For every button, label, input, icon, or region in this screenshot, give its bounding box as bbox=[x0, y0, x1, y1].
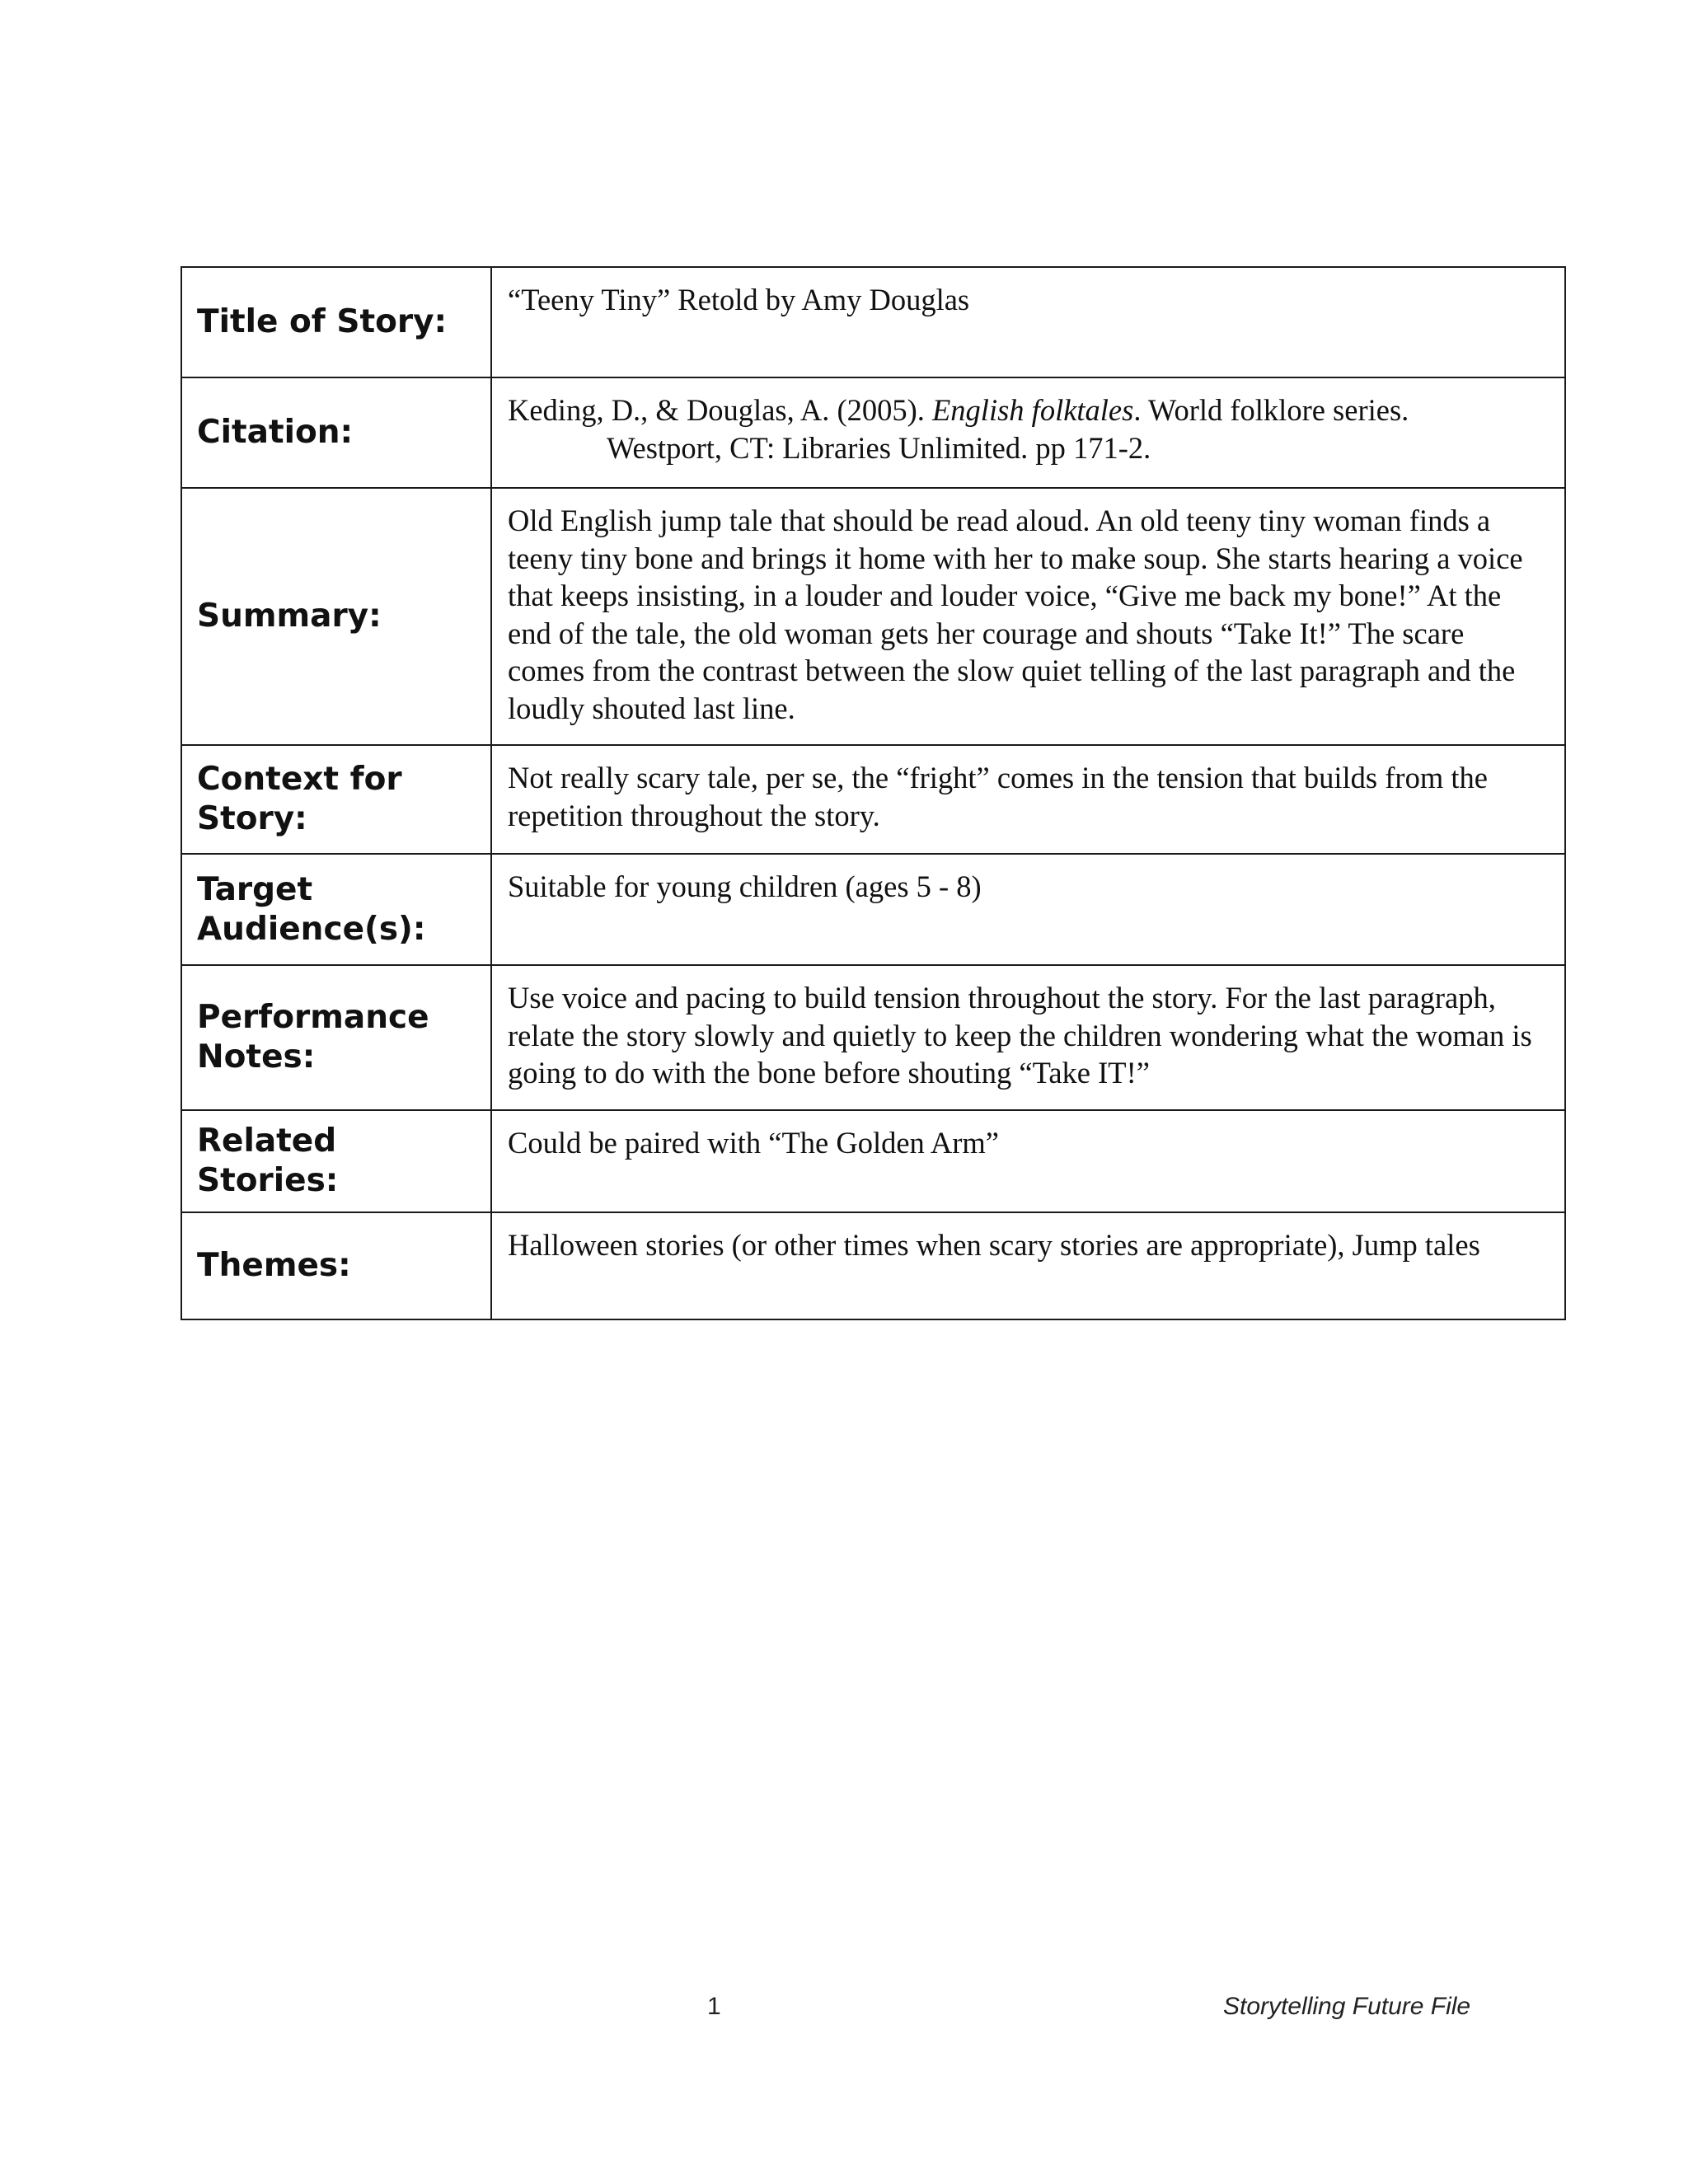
related-stories-value: Could be paired with “The Golden Arm” bbox=[508, 1126, 1000, 1160]
performance-notes-value: Use voice and pacing to build tension throughout the story. For the last paragraph, relate the story slowly and quietly to keep the children wondering what the woman is going to do with the bone before shouting “Take IT!” bbox=[508, 981, 1532, 1090]
footer-document-title: Storytelling Future File bbox=[1223, 1993, 1471, 2020]
label-cell bbox=[181, 965, 491, 1110]
page-number: 1 bbox=[707, 1993, 721, 2020]
citation-line-1 bbox=[508, 391, 1548, 429]
label-cell bbox=[181, 854, 491, 965]
row-themes bbox=[181, 1212, 1565, 1319]
title-of-story-label: Title of Story: bbox=[197, 303, 448, 340]
summary-value: Old English jump tale that should be read aloud. An old teeny tiny woman finds a teeny tiny bone and brings it home with her to make soup. She starts hearing a voice that keeps insisting, in a louder and louder voice, “Give me back my bone!” At the end of the tale, the old woman gets her courage and shouts “Take It!” The scare comes from the contrast between the slow quiet telling of the last paragraph and the loudly shouted last line. bbox=[508, 504, 1523, 725]
summary-label: Summary: bbox=[197, 598, 382, 635]
citation-value bbox=[508, 391, 1548, 466]
citation-authors: Keding, D., & Douglas, A. (2005). bbox=[508, 393, 933, 427]
value-cell bbox=[491, 745, 1565, 854]
label-cell bbox=[181, 377, 491, 488]
row-target-audience bbox=[181, 854, 1565, 965]
row-performance-notes bbox=[181, 965, 1565, 1110]
value-cell bbox=[491, 267, 1565, 377]
label-cell bbox=[181, 1212, 491, 1319]
value-cell bbox=[491, 488, 1565, 745]
value-cell bbox=[491, 377, 1565, 488]
performance-notes-label: Performance Notes: bbox=[197, 999, 429, 1076]
themes-value: Halloween stories (or other times when scary stories are appropriate), Jump tales bbox=[508, 1228, 1480, 1262]
row-summary bbox=[181, 488, 1565, 745]
label-cell bbox=[181, 267, 491, 377]
target-audience-label: Target Audience(s): bbox=[197, 870, 426, 948]
row-title-of-story bbox=[181, 267, 1565, 377]
row-context bbox=[181, 745, 1565, 854]
label-cell bbox=[181, 488, 491, 745]
row-citation bbox=[181, 377, 1565, 488]
value-cell bbox=[491, 854, 1565, 965]
value-cell bbox=[491, 1110, 1565, 1212]
context-value: Not really scary tale, per se, the “fright” comes in the tension that builds from the repetition throughout the story. bbox=[508, 761, 1488, 832]
value-cell bbox=[491, 965, 1565, 1110]
citation-line-2: Westport, CT: Libraries Unlimited. pp 171-2. bbox=[607, 430, 1151, 465]
target-audience-value: Suitable for young children (ages 5 - 8) bbox=[508, 869, 982, 903]
citation-book-title: English folktales bbox=[932, 393, 1134, 427]
title-of-story-value: “Teeny Tiny” Retold by Amy Douglas bbox=[508, 283, 970, 316]
story-info-table bbox=[181, 266, 1566, 1320]
context-label: Context for Story: bbox=[197, 761, 402, 837]
citation-series: . World folklore series. bbox=[1133, 393, 1409, 427]
row-related-stories bbox=[181, 1110, 1565, 1212]
label-cell bbox=[181, 1110, 491, 1212]
themes-label: Themes: bbox=[197, 1247, 351, 1284]
value-cell bbox=[491, 1212, 1565, 1319]
citation-label: Citation: bbox=[197, 414, 354, 451]
related-stories-label: Related Stories: bbox=[197, 1122, 339, 1199]
label-cell bbox=[181, 745, 491, 854]
